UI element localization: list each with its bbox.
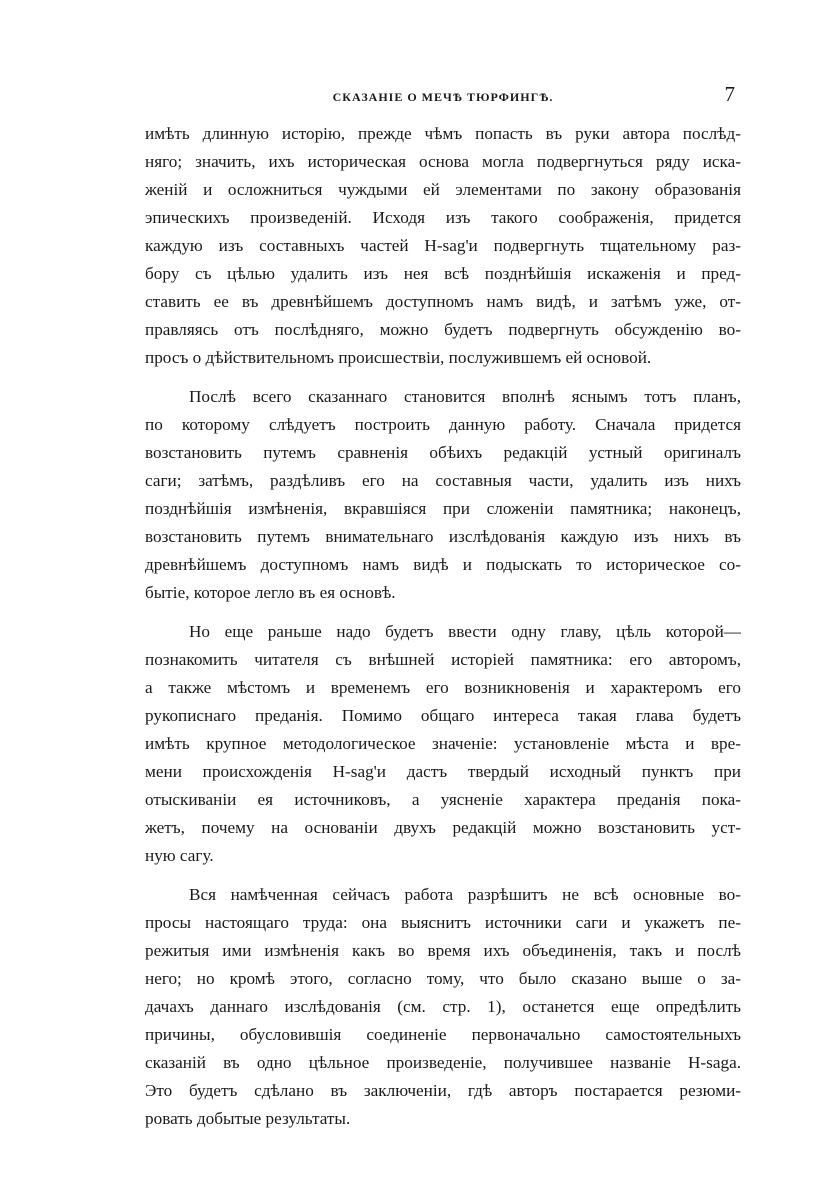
text-line: няго; значить, ихъ историческая основа могла подвергнуться ряду иска- (145, 152, 741, 171)
text-line: рукописнаго преданія. Помимо общаго интереса такая глава будетъ (145, 706, 741, 725)
text-line: познакомить читателя съ внѣшней исторіей памятника: его авторомъ, (145, 650, 741, 669)
text-line: Это будетъ сдѣлано въ заключеніи, гдѣ авторъ постарается резюми- (145, 1081, 741, 1100)
text-line: каждую изъ составныхъ частей H-sag'и подвергнуть тщательному раз- (145, 236, 741, 255)
text-line: женій и осложниться чуждыми ей элементами по закону образованія (145, 180, 741, 199)
text-line: возстановить путемъ внимательнаго изслѣдованія каждую изъ нихъ въ (145, 527, 741, 546)
running-title: СКАЗАНІЕ О МЕЧѢ ТЮРФИНГѢ. (332, 90, 554, 104)
text-line: него; но кромѣ этого, согласно тому, что было сказано выше о за- (145, 969, 741, 988)
text-line: древнѣйшемъ доступномъ намъ видѣ и подыскать то историческое со- (145, 555, 741, 574)
text-line: ную сагу. (145, 846, 214, 865)
paragraph-4 (145, 881, 741, 1133)
text-line: позднѣйшія измѣненія, вкравшіяся при сложеніи памятника; наконецъ, (145, 499, 741, 518)
page-header (145, 82, 741, 112)
paragraph-1 (145, 120, 741, 372)
text-line: отыскиваніи ея источниковъ, а уясненіе характера преданія пока- (145, 790, 741, 809)
text-line: жетъ, почему на основаніи двухъ редакцій можно возстановить уст- (145, 818, 741, 837)
text-line: ровать добытые результаты. (145, 1109, 351, 1128)
text-line: дачахъ даннаго изслѣдованія (см. стр. 1), останется еще опредѣлить (145, 997, 741, 1016)
text-line: Но еще раньше надо будетъ ввести одну главу, цѣль которой— (189, 622, 741, 641)
text-line: бытіе, которое легло въ ея основѣ. (145, 583, 396, 602)
text-line: сказаній въ одно цѣльное произведеніе, получившее названіе H-saga. (145, 1053, 741, 1072)
text-line: саги; затѣмъ, раздѣливъ его на составныя части, удалить изъ нихъ (145, 471, 741, 490)
text-line: бору съ цѣлью удалить изъ нея всѣ позднѣйшія искаженія и пред- (145, 264, 741, 283)
paragraph-3 (145, 618, 741, 870)
text-line: по которому слѣдуетъ построить данную работу. Сначала придется (145, 415, 741, 434)
text-line: Послѣ всего сказаннаго становится вполнѣ яснымъ тотъ планъ, (189, 387, 741, 406)
text-line: имѣть крупное методологическое значеніе: установленіе мѣста и вре- (145, 734, 741, 753)
text-line: правляясь отъ послѣдняго, можно будетъ подвергнуть обсужденію во- (145, 320, 741, 339)
paragraph-2 (145, 383, 741, 607)
text-line: мени происхожденія H-sag'и дастъ твердый исходный пунктъ при (145, 762, 741, 781)
text-line: Вся намѣченная сейчасъ работа разрѣшитъ не всѣ основные во- (189, 885, 741, 904)
text-line: ставить ее въ древнѣйшемъ доступномъ намъ видѣ, и затѣмъ уже, от- (145, 292, 741, 311)
text-line: режитыя ими измѣненія какъ во время ихъ объединенія, такъ и послѣ (145, 941, 741, 960)
text-line: имѣть длинную исторію, прежде чѣмъ попасть въ руки автора послѣд- (145, 124, 741, 143)
text-line: эпическихъ произведеній. Исходя изъ такого соображенія, придется (145, 208, 741, 227)
text-line: а также мѣстомъ и временемъ его возникновенія и характеромъ его (145, 678, 741, 697)
text-line: просъ о дѣйствительномъ происшествіи, послужившемъ ей основой. (145, 348, 652, 367)
text-line: причины, обусловившія соединеніе первоначально самостоятельныхъ (145, 1025, 741, 1044)
body-text (145, 120, 741, 1144)
page-number: 7 (724, 82, 735, 106)
text-line: возстановить путемъ сравненія обѣихъ редакцій устный оригиналъ (145, 443, 741, 462)
text-line: просы настоящаго труда: она выяснитъ источники саги и укажетъ пе- (145, 913, 741, 932)
